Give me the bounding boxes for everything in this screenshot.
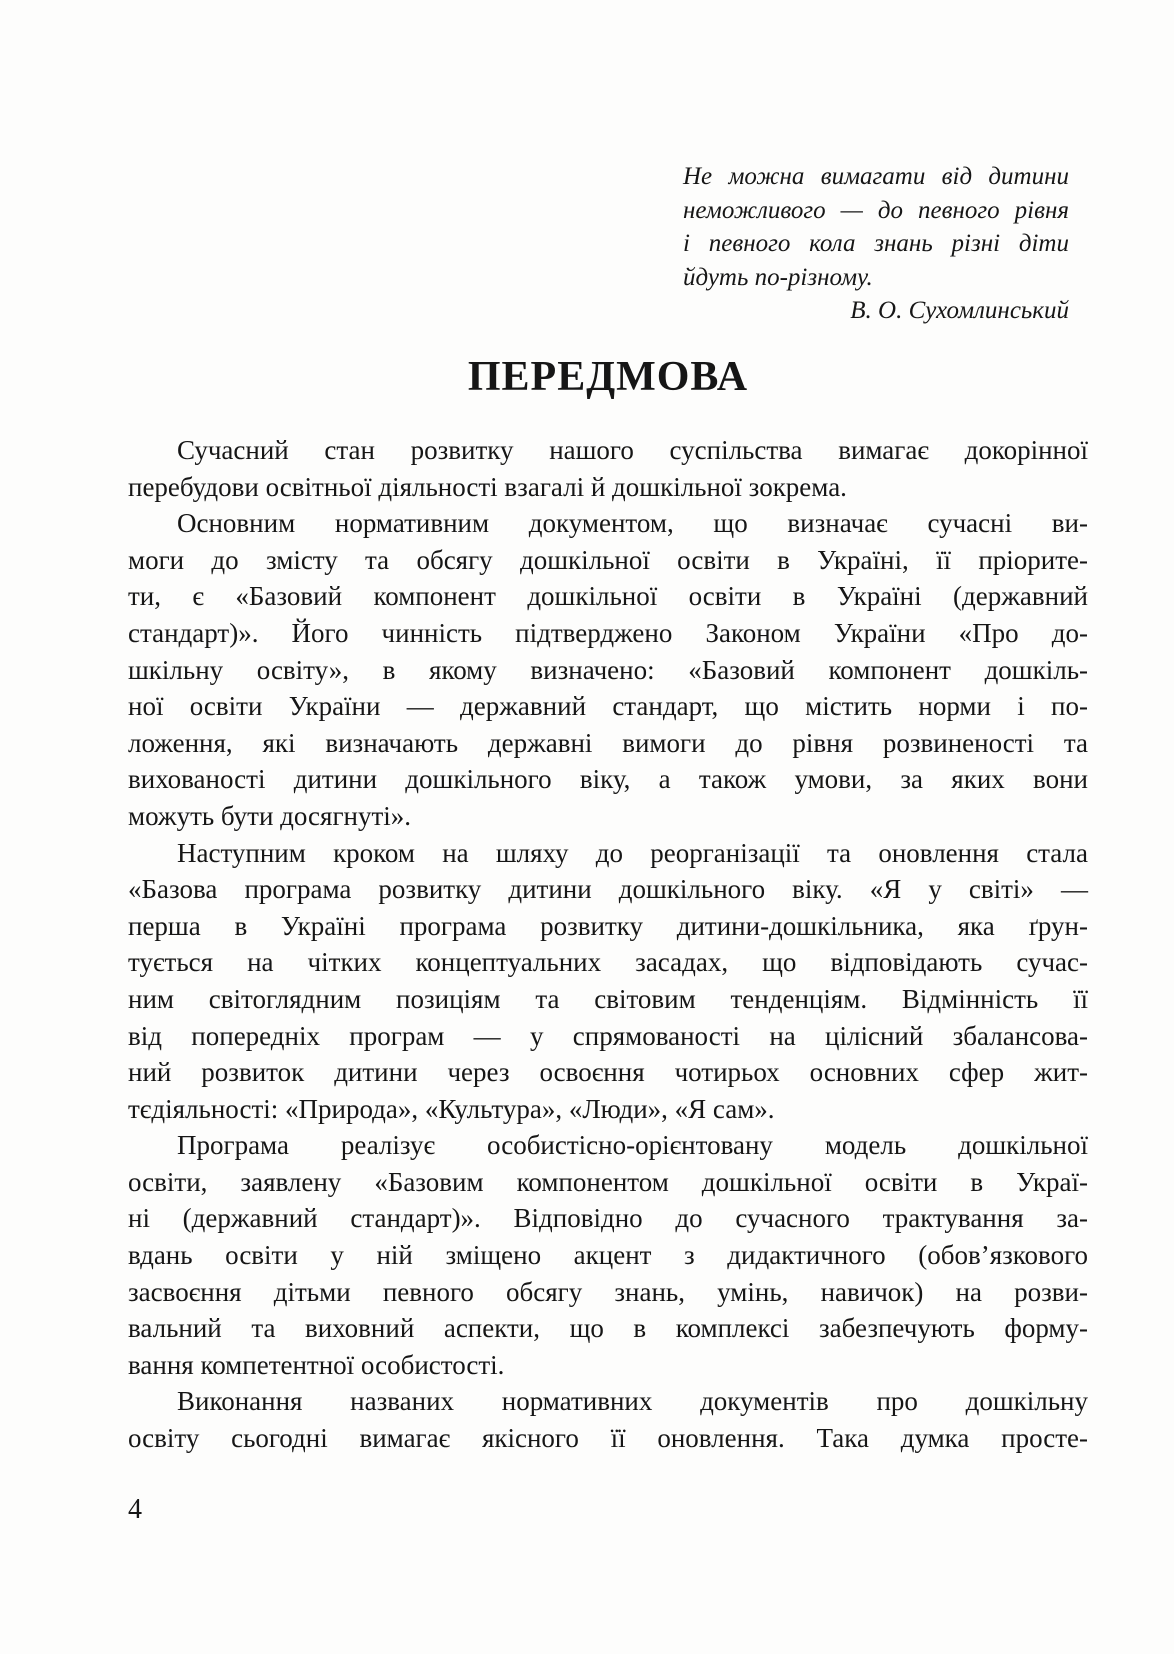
text-line: ні (державний стандарт)». Відповідно до сучасного трактування за- bbox=[128, 1203, 1088, 1234]
text-line: Основним нормативним документом, що визначає сучасні ви- bbox=[177, 508, 1088, 539]
paragraph bbox=[128, 1383, 1088, 1456]
text-line: освіти, заявлену «Базовим компонентом дошкільної освіти в Украї- bbox=[128, 1166, 1088, 1197]
text-line: Наступним кроком на шляху до реорганізації та оновлення стала bbox=[177, 837, 1088, 868]
text-line: шкільну освіту», в якому визначено: «Базовий компонент дошкіль- bbox=[128, 654, 1088, 685]
paragraph bbox=[128, 1127, 1088, 1383]
text-line: перебудови освітньої діяльності взагалі й дошкільної зокрема. bbox=[128, 471, 847, 502]
paragraph bbox=[128, 505, 1088, 834]
text-line: перша в Україні програма розвитку дитини-дошкільника, яка ґрун- bbox=[128, 910, 1088, 941]
epigraph-line: йдуть по-різному. bbox=[683, 263, 873, 291]
body-text bbox=[128, 432, 1088, 1457]
text-line: вихованості дитини дошкільного віку, а також умови, за яких вони bbox=[128, 764, 1088, 795]
text-line: тується на чітких концептуальних засадах, що відповідають сучас- bbox=[128, 947, 1088, 978]
epigraph-line: і певного кола знань різні діти bbox=[683, 230, 1069, 257]
text-line: ти, є «Базовий компонент дошкільної освіти в Україні (державний bbox=[128, 581, 1088, 612]
epigraph-line: Не можна вимагати від дитини bbox=[683, 163, 1069, 190]
epigraph-attribution: В. О. Сухомлинський bbox=[850, 297, 1069, 324]
page-title: ПЕРЕДМОВА bbox=[467, 354, 749, 400]
text-line: Програма реалізує особистісно-орієнтовану модель дошкільної bbox=[177, 1130, 1088, 1161]
text-line: ложення, які визначають державні вимоги до рівня розвиненості та bbox=[128, 727, 1088, 758]
text-line: освіту сьогодні вимагає якісного її оновлення. Така думка просте- bbox=[128, 1423, 1088, 1454]
text-line: ний розвиток дитини через освоєння чотирьох основних сфер жит- bbox=[128, 1057, 1088, 1088]
text-line: засвоєння дітьми певного обсягу знань, умінь, навичок) на розви- bbox=[128, 1276, 1088, 1307]
text-line: Сучасний стан розвитку нашого суспільства вимагає докорінної bbox=[177, 435, 1088, 465]
paragraph bbox=[128, 835, 1088, 1128]
text-line: Виконання названих нормативних документів про дошкільну bbox=[177, 1386, 1088, 1417]
text-line: ної освіти України — державний стандарт, що містить норми і по- bbox=[128, 691, 1088, 722]
epigraph-line: неможливого — до певного рівня bbox=[683, 196, 1069, 224]
text-line: стандарт)». Його чинність підтверджено Законом України «Про до- bbox=[128, 617, 1088, 648]
text-line: від попередніх програм — у спрямованості на цілісний збалансова- bbox=[128, 1020, 1088, 1051]
text-line: тєдіяльності: «Природа», «Культура», «Люди», «Я сам». bbox=[128, 1093, 775, 1124]
epigraph bbox=[683, 160, 1069, 328]
text-line: моги до змісту та обсягу дошкільної освіти в Україні, її пріорите- bbox=[128, 544, 1088, 575]
text-line: ним світоглядним позиціям та світовим тенденціям. Відмінність її bbox=[128, 983, 1088, 1014]
text-line: вання компетентної особистості. bbox=[128, 1349, 505, 1380]
text-line: можуть бути досягнуті». bbox=[128, 800, 412, 831]
text-line: вдань освіти у ній зміщено акцент з дидактичного (обов’язкового bbox=[128, 1240, 1088, 1271]
text-line: «Базова програма розвитку дитини дошкільного віку. «Я у світі» — bbox=[128, 874, 1088, 905]
page-number: 4 bbox=[128, 1494, 142, 1525]
paragraph bbox=[128, 432, 1088, 505]
text-line: вальний та виховний аспекти, що в комплексі забезпечують форму- bbox=[128, 1313, 1088, 1344]
